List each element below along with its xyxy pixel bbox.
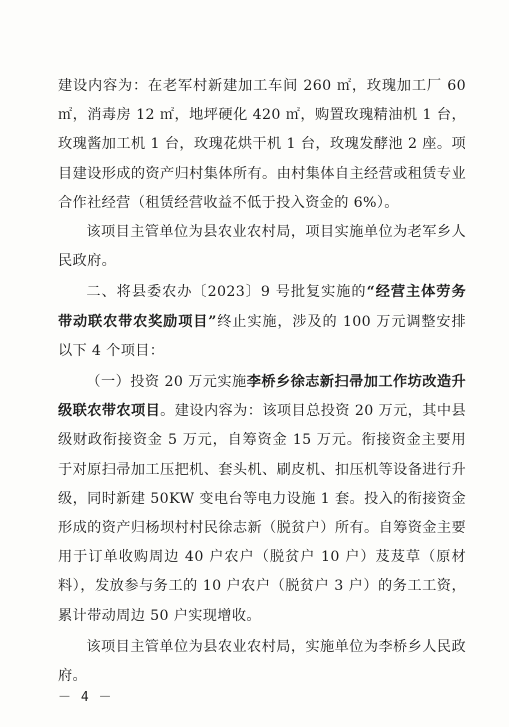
item-one-project-name: 李桥乡徐志新扫帚加工作坊改造升级联农带农项目 [58,374,466,420]
section-two-project-name: “经营主体劳务带动联农带农奖励项目” [58,284,466,330]
document-body [58,72,466,691]
section-two-outro: 终止实施，涉及的 100 万元调整安排以下 4 个项目： [58,313,466,359]
item-one-intro: （一）投资 20 万元实施 [86,374,247,391]
paragraph-item-one [58,368,466,631]
page-number: － 4 － [58,690,113,705]
item-one-details: 。建设内容为：该项目总投资 20 万元，其中县级财政衔接资金 5 万元，自筹资金 15 万元。衔接资金主要用于对原扫帚加工压把机、套头机、刷皮机、扣压机等设备进行升级，同时新建 50KW 变电台等电力设施 1 套。投入的衔接资金形成的资产归杨坝村村民徐志新（脱贫户）所有。自筹资金主要用于订单收购周边 40 户农户（脱贫户 10 户）芨芨草（原材料），发放参与务工的 10 户农户（脱贫户 3 户）的务工工资，累计带动周边 50 户实现增收。 [58,403,467,624]
paragraph-section-two [58,278,466,366]
paragraph-responsible-unit-2: 该项目主管单位为县农业农村局，实施单位为李桥乡人民政府。 [58,638,466,685]
paragraph-responsible-unit-1: 该项目主管单位为县农业农村局，项目实施单位为老军乡人民政府。 [58,224,466,270]
paragraph-construction-content: 建设内容为：在老军村新建加工车间 260 ㎡，玫瑰加工厂 60 ㎡，消毒房 12 ㎡，地坪硬化 420 ㎡，购置玫瑰精油机 1 台，玫瑰酱加工机 1 台，玫瑰花烘干机 1 台，玫瑰发酵池 2 座。项目建设形成的资产归村集体所有。由村集体自主经营或租赁专业合作社经营（租赁经营收益不低于投入资金的 6%）。 [58,78,466,211]
section-two-intro: 二、将县委农办〔2023〕9 号批复实施的 [86,284,367,301]
